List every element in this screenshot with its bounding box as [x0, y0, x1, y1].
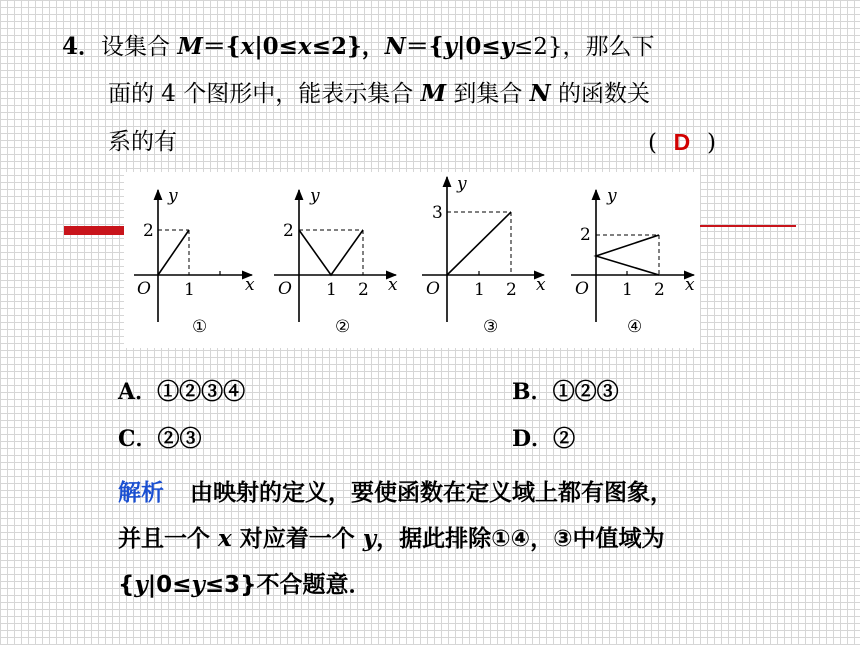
explanation-line-1: 解析 由映射的定义，要使函数在定义域上都有图象， — [118, 480, 673, 506]
graph-4-x-tick-1: 1 — [622, 280, 633, 300]
option-c: C．②③ — [118, 426, 202, 452]
graph-1-caption: ① — [192, 317, 208, 337]
graph-1-x-label: x — [245, 275, 255, 295]
graph-4-x-tick-2: 2 — [654, 280, 665, 300]
question-line-3: 系的有 — [108, 129, 177, 155]
option-d: D．② — [512, 426, 576, 452]
graph-4-x-label: x — [685, 275, 695, 295]
graph-4-caption: ④ — [627, 317, 643, 337]
graph-3-x-tick-1: 1 — [474, 280, 485, 300]
graph-3 — [422, 174, 546, 337]
graph-1-y-tick: 2 — [143, 221, 154, 241]
question-line-2: 面的 4 个图形中，能表示集合 M 到集合 N 的函数关 — [108, 80, 651, 107]
accent-line — [700, 225, 796, 227]
graph-2-x-label: x — [388, 275, 398, 295]
graph-1-y-label: y — [168, 186, 178, 206]
explanation-line-2: 并且一个 x 对应着一个 y，据此排除①④，③中值域为 — [118, 525, 665, 552]
explanation-line-3: {y|0≤y≤3}不合题意． — [118, 571, 372, 598]
graph-1-origin: O — [137, 279, 151, 299]
graph-3-y-label: y — [457, 174, 467, 194]
explanation-label: 解析 — [118, 480, 164, 506]
graph-figures — [124, 172, 700, 348]
graph-2-x-tick-1: 1 — [326, 280, 337, 300]
graph-figures-svg — [124, 172, 700, 348]
graph-2 — [274, 186, 398, 337]
graph-4-y-tick: 2 — [580, 225, 591, 245]
graph-3-x-label: x — [536, 275, 546, 295]
graph-3-origin: O — [426, 279, 440, 299]
question-line-1: 4．设集合 M＝{x|0≤x≤2}，N＝{y|0≤y≤2}，那么下 — [62, 33, 655, 60]
graph-4-origin: O — [575, 279, 589, 299]
option-a: A．①②③④ — [118, 379, 246, 405]
graph-2-origin: O — [278, 279, 292, 299]
answer-letter: D — [673, 129, 691, 155]
graph-3-caption: ③ — [483, 317, 499, 337]
question-number: 4． — [62, 33, 102, 60]
graph-1 — [134, 186, 255, 337]
graph-2-x-tick-2: 2 — [358, 280, 369, 300]
graph-4 — [571, 186, 695, 337]
answer-bracket: ( D ) — [648, 129, 716, 156]
graph-2-y-label: y — [310, 186, 320, 206]
accent-bar — [64, 226, 130, 235]
option-b: B．①②③ — [512, 379, 619, 405]
graph-1-x-tick-1: 1 — [184, 280, 195, 300]
graph-2-caption: ② — [335, 317, 351, 337]
graph-3-y-tick: 3 — [432, 203, 443, 223]
graph-2-y-tick: 2 — [283, 221, 294, 241]
graph-4-y-label: y — [607, 186, 617, 206]
graph-3-x-tick-2: 2 — [506, 280, 517, 300]
